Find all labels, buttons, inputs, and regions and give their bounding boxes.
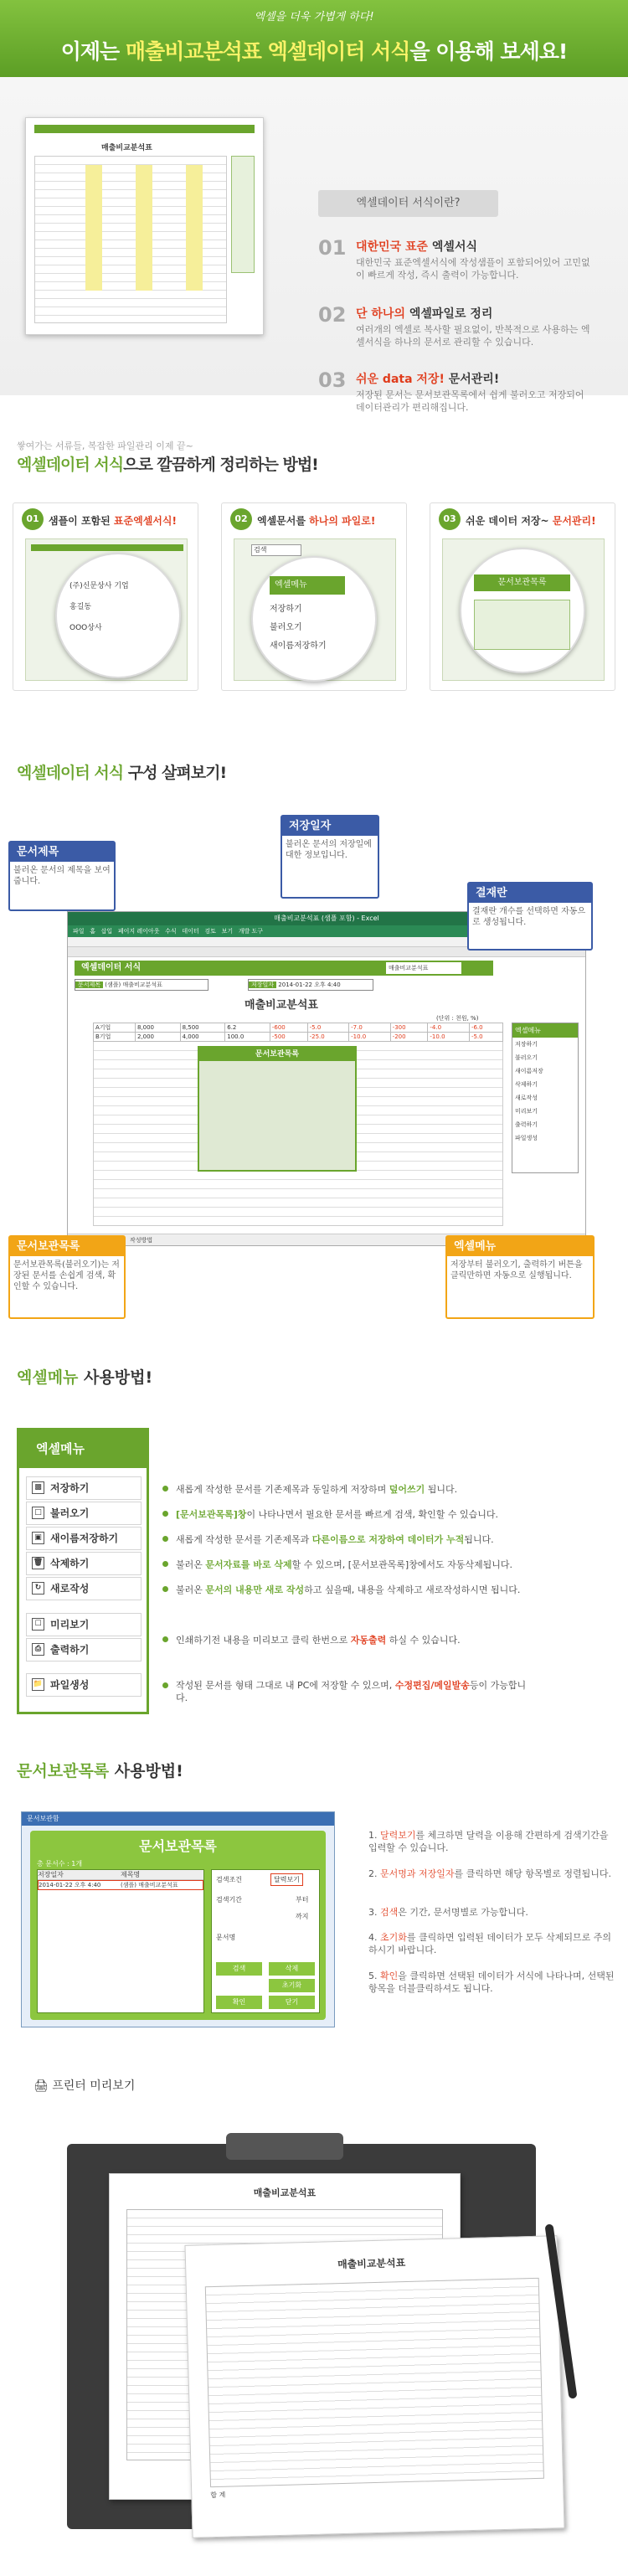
callout-save-date — [281, 815, 379, 899]
card-title-text: 샘플이 포함된 — [49, 515, 114, 527]
card3-list — [474, 600, 570, 650]
menu-label: 불러오기 — [50, 1507, 90, 1519]
desc-text: 인쇄하기전 내용을 미리보고 클릭 한번으로 — [176, 1635, 351, 1646]
row-date: 2014-01-22 오후 4:40 — [39, 1882, 101, 1888]
side-menu-item[interactable]: 출력하기 — [515, 1121, 538, 1128]
archive-list-header — [38, 1870, 203, 1880]
step-highlight: 검색 — [380, 1907, 399, 1918]
ribbon-tab[interactable]: 삽입 — [100, 928, 113, 935]
excel-window — [67, 911, 586, 1246]
feature-number: 03 — [318, 368, 347, 392]
magnifier — [251, 556, 377, 682]
archive-bar: 문서보관함 — [22, 1812, 334, 1826]
callout-head: 저장일자 — [282, 817, 378, 836]
callout-head: 문서보관목록 — [10, 1237, 124, 1256]
section5-title — [17, 1759, 183, 1781]
step-text: 를 체크하면 달력을 이용해 간편하게 검색기간을 입력할 수 있습니다. — [368, 1830, 609, 1853]
menu-desc — [176, 1583, 611, 1596]
unit-label: (단위 : 천원, %) — [436, 1015, 479, 1022]
archive-popup-title: 문서보관목록 — [199, 1048, 355, 1061]
preview-col-yellow — [186, 165, 203, 291]
ribbon-tab[interactable]: 파일 — [73, 928, 85, 935]
callout-body: 불러온 문서의 저장일에 대한 정보입니다. — [286, 840, 372, 860]
grid-cell[interactable]: -600 — [270, 1023, 307, 1033]
card2-menu-head: 엑셀메뉴 — [270, 576, 345, 595]
step-number: 3. — [368, 1907, 378, 1918]
ribbon-tab[interactable]: 페이지 레이아웃 — [117, 928, 160, 935]
ribbon-tab[interactable]: 홈 — [90, 928, 95, 935]
method-card-2 — [221, 502, 407, 691]
sheet-title: 매출비교분석표 — [245, 999, 318, 1012]
section2-title-highlight: 엑셀데이터 서식 — [17, 456, 124, 474]
label-docname: 문서명 — [216, 1934, 236, 1941]
hero-title-highlight: 매출비교분석표 엑셀데이터 서식 — [125, 39, 410, 64]
side-menu-item[interactable]: 저장하기 — [515, 1041, 538, 1048]
desc-text: 불러온 — [176, 1584, 206, 1595]
feature-title-text: 엑셀파일로 정리 — [404, 307, 493, 321]
menu-file[interactable] — [26, 1673, 142, 1697]
doc-title-value: (샘플) 매출비교분석표 — [105, 981, 162, 988]
desc-text: 이 나타나면서 필요한 문서를 빠르게 검색, 확인할 수 있습니다. — [246, 1509, 499, 1520]
col-title[interactable]: 제목명 — [121, 1871, 141, 1878]
feature-title-text: 엑셀서식 — [428, 240, 478, 254]
menu-new[interactable] — [26, 1577, 142, 1600]
grid-cell[interactable]: 6.2 — [225, 1023, 270, 1033]
doc-title-label: 문서제목 — [75, 981, 103, 988]
desc-text: 새롭게 작성한 문서를 기존제목과 — [176, 1534, 312, 1545]
label-from: 부터 — [296, 1896, 309, 1904]
intro-button[interactable]: 엑셀데이터 서식이란? — [318, 190, 498, 217]
feature-number: 02 — [318, 303, 347, 327]
preview-title: 매출비교분석표 — [101, 144, 152, 152]
archive-step — [368, 1931, 620, 1956]
feature-title — [356, 238, 477, 255]
card2-menu-item: 불러오기 — [270, 623, 302, 632]
card-title — [49, 513, 177, 528]
intro-preview-image — [25, 117, 264, 335]
archive-step — [368, 1829, 620, 1854]
ok-button[interactable]: 확인 — [216, 1996, 262, 2009]
menu-label: 새이름저장하기 — [50, 1533, 119, 1544]
desc-text: 됩니다. — [464, 1534, 494, 1545]
menu-save[interactable] — [26, 1476, 142, 1500]
preview-icon: ☐ — [32, 1618, 44, 1631]
desc-text: 하실 수 있습니다. — [386, 1635, 461, 1646]
section3-title — [17, 760, 226, 783]
print-icon: ⎙ — [32, 1643, 44, 1656]
grid-cell[interactable]: 4,000 — [180, 1033, 225, 1042]
archive-list — [37, 1869, 204, 2013]
step-highlight: 달력보기 — [380, 1830, 416, 1841]
archive-row[interactable] — [38, 1880, 203, 1890]
feature-title — [356, 305, 492, 322]
step-highlight: 문서명과 저장일자 — [380, 1868, 455, 1879]
menu-label: 삭제하기 — [50, 1558, 90, 1569]
doc-title-field — [75, 979, 208, 991]
card-title-highlight: 표준엑셀서식! — [113, 515, 177, 527]
desc-text: 할 수 있으며, [문서보관목록]창에서도 자동삭제됩니다. — [291, 1559, 513, 1570]
menu-open[interactable] — [26, 1502, 142, 1525]
callout-body: 불러온 문서의 제목을 보여줍니다. — [13, 866, 111, 886]
feature-desc: 대한민국 표준엑셀서식에 작성샘플이 포함되어있어 고민없이 빠르게 작성, 즉시 출력이 가능합니다. — [356, 257, 590, 281]
grid-cell[interactable]: 8,500 — [180, 1023, 225, 1033]
excel-menu-head: 엑셀메뉴 — [19, 1430, 147, 1468]
desc-highlight: 문서자료를 바로 삭제 — [205, 1559, 292, 1570]
menu-delete[interactable] — [26, 1552, 142, 1575]
hero-title-prefix: 이제는 — [60, 39, 126, 64]
preview-menu-bar — [34, 125, 255, 133]
menu-desc — [176, 1679, 528, 1704]
desc-highlight: 다른이름으로 저장하여 데이터가 누적 — [311, 1534, 465, 1545]
grid-cell[interactable]: 2,000 — [135, 1033, 180, 1042]
side-menu-head: 엑셀메뉴 — [512, 1023, 578, 1038]
callout-head: 결재란 — [469, 884, 591, 903]
sheet-tab[interactable]: 작성방법 — [130, 1237, 153, 1244]
ribbon-tab[interactable]: 보기 — [221, 928, 234, 935]
card-title-text: 쉬운 데이터 저장~ — [466, 515, 553, 527]
grid-cell[interactable]: -25.0 — [307, 1033, 349, 1042]
card-image — [442, 538, 605, 681]
grid-cell[interactable]: -500 — [270, 1033, 307, 1042]
grid-row-label: A기업 — [94, 1023, 136, 1033]
grid-table — [93, 1023, 503, 1042]
search-button[interactable]: 검색 — [216, 1962, 262, 1976]
hero-banner — [0, 0, 628, 77]
side-menu-item[interactable]: 불러오기 — [515, 1054, 538, 1061]
archive-search-panel — [211, 1869, 320, 2013]
label-search-cond: 검색조건 — [216, 1876, 242, 1883]
archive-step — [368, 1970, 620, 1995]
save-as-icon: ▣ — [32, 1532, 44, 1544]
desc-text: 작성된 문서를 형태 그대로 내 PC에 저장할 수 있으며, — [176, 1680, 395, 1691]
desc-text: 새롭게 작성한 문서를 기존제목과 동일하게 저장하며 — [176, 1484, 389, 1495]
save-icon: ▩ — [32, 1481, 44, 1494]
side-menu-item[interactable]: 새이름저장 — [515, 1068, 543, 1074]
step-highlight: 확인 — [380, 1971, 399, 1981]
desc-text: 불러온 — [176, 1559, 206, 1570]
side-menu-item[interactable]: 삭제하기 — [515, 1081, 538, 1088]
menu-print[interactable] — [26, 1638, 142, 1662]
print-preview-area — [21, 2106, 607, 2554]
front-sheet-grid — [205, 2278, 544, 2487]
section3-title-highlight: 엑셀데이터 서식 — [17, 764, 124, 782]
archive-window — [21, 1811, 335, 2027]
menu-save-as[interactable] — [26, 1527, 142, 1550]
card2-menu-item: 새이름저장하기 — [270, 641, 327, 651]
grid-cell[interactable]: -10.0 — [349, 1033, 391, 1042]
card-title — [257, 513, 375, 528]
hero-title — [0, 35, 628, 65]
card-title-highlight: 문서관리! — [552, 515, 596, 527]
hero-title-suffix: 을 이용해 보세요! — [409, 39, 568, 64]
back-sheet-title: 매출비교분석표 — [253, 2187, 317, 2198]
ribbon-tab[interactable]: 수식 — [165, 928, 177, 935]
feature-title-highlight: 쉬운 data 저장! — [356, 373, 445, 386]
card-number: 03 — [439, 508, 461, 530]
label-to: 까지 — [296, 1913, 309, 1920]
feature-desc: 저장된 문서는 문서보관목록에서 쉽게 불러오고 저장되어 데이터관리가 편리해집니다. — [356, 389, 584, 413]
preview-col-yellow — [85, 165, 102, 291]
menu-label: 새로작성 — [50, 1583, 90, 1595]
row-title: (샘플) 매출비교분석표 — [121, 1882, 178, 1888]
menu-label: 출력하기 — [50, 1644, 90, 1656]
archive-body — [30, 1831, 326, 2020]
menu-label: 파일생성 — [50, 1679, 90, 1691]
card-image — [234, 538, 396, 681]
reset-button[interactable]: 초기화 — [269, 1979, 315, 1992]
callout-head: 엑셀메뉴 — [447, 1237, 593, 1256]
new-icon: ↻ — [32, 1582, 44, 1595]
card-number: 02 — [230, 508, 252, 530]
print-preview-title: 프린터 미리보기 — [52, 2079, 136, 2093]
preview-grid — [34, 156, 227, 323]
grid-cell[interactable]: -5.0 — [469, 1033, 502, 1042]
desc-highlight: 문서의 내용만 새로 작성 — [205, 1584, 305, 1595]
intro-section — [0, 77, 628, 413]
grid-cell[interactable]: -6.0 — [469, 1023, 502, 1033]
grid-cell[interactable]: 100.0 — [225, 1033, 270, 1042]
ribbon-tab[interactable]: 개발 도구 — [238, 928, 264, 935]
feature-title-text: 문서관리! — [444, 373, 500, 386]
menu-desc — [176, 1507, 611, 1521]
section2-title — [17, 452, 318, 475]
archive-title: 문서보관목록 — [139, 1838, 217, 1854]
feature-number: 01 — [318, 236, 347, 260]
desc-highlight: [문서보관목록]창 — [176, 1509, 247, 1520]
menu-desc — [176, 1533, 611, 1546]
section5-title-highlight: 문서보관목록 — [17, 1762, 110, 1780]
approval-select[interactable]: 매출비교분석표 — [386, 962, 461, 974]
step-text: 를 클릭하면 해당 항목별로 정렬됩니다. — [454, 1868, 612, 1879]
card1-cell: (주)신문상사 기업 — [69, 582, 129, 590]
card-number: 01 — [22, 508, 44, 530]
menu-label: 저장하기 — [50, 1482, 90, 1494]
save-date-value: 2014-01-22 오후 4:40 — [278, 981, 341, 988]
front-sheet — [184, 2235, 564, 2538]
step-text: 은 기간, 문서명별로 가능합니다. — [398, 1907, 528, 1918]
step-number: 4. — [368, 1932, 378, 1943]
card-title-highlight: 하나의 파일로! — [309, 515, 376, 527]
window-title-bar: 매출비교분석표 (샘플 포함) - Excel — [68, 912, 585, 925]
file-icon: 📁 — [32, 1678, 44, 1691]
section4-title-highlight: 엑셀메뉴 — [17, 1368, 79, 1387]
section4-title — [17, 1365, 152, 1388]
open-icon: □ — [32, 1507, 44, 1519]
desc-text: 됩니다. — [425, 1484, 458, 1495]
grid-cell[interactable]: 8,000 — [135, 1023, 180, 1033]
save-date-field — [248, 979, 373, 991]
side-menu-item[interactable]: 새로작성 — [515, 1095, 538, 1101]
card1-cell: OOO상사 — [69, 624, 102, 632]
step-number: 5. — [368, 1971, 378, 1981]
menu-preview[interactable] — [26, 1613, 142, 1636]
ribbon-tab[interactable]: 검토 — [204, 928, 216, 935]
calendar-check[interactable]: 달력보기 — [270, 1873, 303, 1886]
card-title — [466, 513, 596, 528]
card-title-text: 엑셀문서를 — [257, 515, 310, 527]
section3-title-text: 구성 살펴보기! — [123, 764, 227, 782]
callout-body: 저장부터 불러오기, 출력하기 버튼을 클릭만하면 자동으로 실행됩니다. — [450, 1260, 583, 1280]
step-text: 을 클릭하면 선택된 데이터가 서식에 나타나며, 선택된 항목을 더블클릭하셔도 됩니다. — [368, 1971, 615, 1994]
preview-col-yellow — [136, 165, 152, 291]
feature-title-highlight: 단 하나의 — [356, 307, 405, 321]
desc-text: 등이 가능합니다. — [176, 1680, 527, 1703]
excel-menu-panel — [17, 1428, 149, 1714]
archive-step — [368, 1868, 620, 1880]
section4-title-text: 사용방법! — [78, 1368, 153, 1387]
grid-cell[interactable]: -7.0 — [349, 1023, 391, 1033]
archive-count: 총 문서수 : 1개 — [37, 1860, 83, 1868]
side-menu-item[interactable]: 파일생성 — [515, 1135, 538, 1141]
callout-body: 결재란 개수를 선택하면 자동으로 생성됩니다. — [472, 907, 586, 927]
ribbon-tab[interactable]: 데이터 — [182, 928, 199, 935]
card2-search-box: 검색 — [251, 544, 301, 556]
print-preview-heading — [33, 2077, 135, 2094]
step-highlight: 초기화 — [380, 1932, 407, 1943]
menu-desc — [176, 1482, 611, 1496]
magnifier — [55, 553, 181, 678]
step-number: 2. — [368, 1868, 378, 1879]
desc-highlight: 수정편집/메일발송 — [394, 1680, 470, 1691]
save-date-label: 저장일자 — [249, 981, 276, 988]
card1-cell: 홍길동 — [69, 603, 92, 611]
callout-archive — [8, 1235, 126, 1319]
delete-icon: 🗑 — [32, 1557, 44, 1569]
menu-desc — [176, 1633, 611, 1646]
side-menu — [512, 1023, 579, 1173]
callout-head: 문서제목 — [10, 842, 114, 862]
archive-step — [368, 1906, 620, 1919]
step-number: 1. — [368, 1830, 378, 1841]
magnifier — [460, 548, 585, 673]
grid-cell[interactable]: -4.0 — [428, 1023, 470, 1033]
menu-desc — [176, 1558, 611, 1571]
col-date[interactable]: 저장일자 — [38, 1871, 64, 1878]
method-card-1 — [13, 502, 198, 691]
printer-icon: 🖨 — [33, 2079, 49, 2093]
grid-cell[interactable]: -300 — [390, 1023, 428, 1033]
archive-popup — [198, 1046, 357, 1172]
section2-title-text: 으로 깔끔하게 정리하는 방법! — [123, 456, 318, 474]
desc-highlight: 자동출력 — [350, 1635, 387, 1646]
card2-menu-item: 저장하기 — [270, 605, 302, 614]
front-sheet-total: 합 계 — [210, 2491, 226, 2500]
menu-label: 미리보기 — [50, 1619, 90, 1631]
section2-subtitle: 쌓여가는 서류들, 복잡한 파일관리 이제 끝~ — [17, 440, 193, 451]
callout-approval — [467, 882, 593, 951]
label-period: 검색기간 — [216, 1896, 242, 1904]
grid-cell[interactable]: -200 — [390, 1033, 428, 1042]
grid-cell[interactable]: -10.0 — [428, 1033, 470, 1042]
desc-highlight: 덮어쓰기 — [389, 1484, 425, 1495]
callout-doc-title — [8, 841, 116, 911]
card-image — [25, 538, 188, 681]
method-card-3 — [430, 502, 615, 691]
grid-cell[interactable]: -5.0 — [307, 1023, 349, 1033]
grid-row-label: B기업 — [94, 1033, 136, 1042]
callout-excel-menu — [445, 1235, 595, 1319]
front-sheet-title: 매출비교분석표 — [337, 2256, 406, 2271]
step-text: 를 클릭하면 입력된 데이터가 모두 삭제되므로 주의하시기 바랍니다. — [368, 1932, 612, 1955]
feature-title-highlight: 대한민국 표준 — [356, 240, 429, 254]
feature-desc: 여러개의 엑셀로 복사할 필요없이, 반복적으로 사용하는 엑셀서식을 하나의 문서로 관리할 수 있습니다. — [356, 324, 590, 348]
delete-button[interactable]: 삭제 — [269, 1962, 315, 1976]
feature-title — [356, 370, 499, 387]
card-menu-bar — [31, 544, 183, 551]
desc-text: 하고 싶을때, 내용을 삭제하고 새로작성하시면 됩니다. — [304, 1584, 521, 1595]
clipboard-clip — [226, 2133, 343, 2160]
brand-bar: 엑셀데이터 서식 — [75, 961, 493, 976]
card3-window-title: 문서보관목록 — [474, 574, 570, 591]
close-button[interactable]: 닫기 — [269, 1996, 315, 2009]
side-menu-item[interactable]: 미리보기 — [515, 1108, 538, 1115]
callout-body: 문서보관목록(불러오기)는 저장된 문서를 손쉽게 검색, 확인할 수 있습니다. — [13, 1260, 120, 1291]
preview-side-menu — [231, 156, 255, 273]
section5-title-text: 사용방법! — [109, 1762, 183, 1780]
hero-tagline: 엑셀을 더욱 가볍게 하다! — [254, 11, 374, 23]
